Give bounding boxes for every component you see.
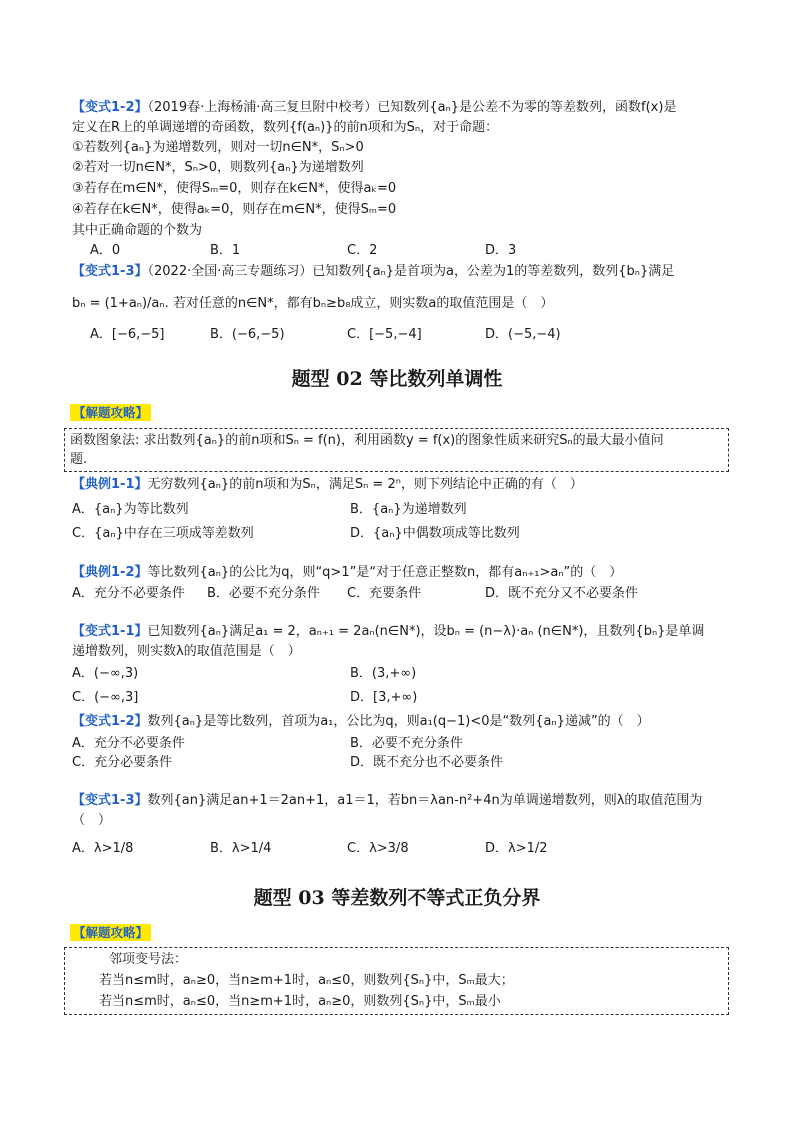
section-02-badge: 【解题攻略】 [70, 404, 151, 421]
section-02-title: 题型 02 等比数列单调性 [291, 368, 503, 390]
section-03-tip-box [64, 947, 729, 1015]
v13-top-line1 [72, 262, 674, 281]
v12-top-question: 其中正确命题的个数为 [72, 223, 203, 238]
v11-line1 [72, 622, 704, 641]
v13-top-text1: （2022·全国·高三专题练习）已知数列{aₙ}是首项为a，公差为1的等差数列，数列{bₙ}满足 [147, 264, 675, 279]
d11-tag: 【典例1-1】 [72, 477, 148, 492]
d11-option-b: B．{aₙ}为递增数列 [350, 502, 467, 517]
v13-s02-option-d: D．λ>1/2 [485, 841, 548, 856]
d12-option-d: D．既不充分又不必要条件 [485, 586, 639, 601]
v12-s02-line [72, 712, 650, 731]
section-03-tip-line3: 若当n≤m时，aₙ≤0，当n≥m+1时，aₙ≥0，则数列{Sₙ}中，Sₘ最小 [99, 994, 501, 1009]
d11-option-d: D．{aₙ}中偶数项成等比数列 [350, 526, 520, 541]
v12-s02-text: 数列{aₙ}是等比数列，首项为a₁，公比为q，则a₁(q−1)<0是“数列{aₙ}递减”的（ ） [147, 714, 650, 729]
d12-option-c: C．充要条件 [347, 586, 422, 601]
v12-s02-option-a: A．充分不必要条件 [72, 736, 185, 751]
v13-s02-option-a: A．λ>1/8 [72, 841, 134, 856]
d12-line [72, 563, 622, 582]
v13-top-line2: bₙ = (1+aₙ)/aₙ. 若对任意的n∈N*，都有bₙ≥b₈成立，则实数a的取值范围是（ ） [72, 296, 554, 311]
d11-line [72, 475, 583, 494]
section-02-tip-box [64, 428, 729, 472]
v12-s02-option-c: C．充分必要条件 [72, 755, 173, 770]
section-02-tip-line1: 函数图象法: 求出数列{aₙ}的前n项和Sₙ = f(n)，利用函数y = f(x)的图象性质来研究Sₙ的最大最小值问 [70, 433, 664, 448]
v12-top-option-d: D．3 [485, 243, 517, 258]
d11-option-a: A．{aₙ}为等比数列 [72, 502, 189, 517]
v13-s02-text1: 数列{an}满足an+1＝2an+1，a1＝1，若bn＝λan-n²+4n为单调递增数列，则λ的取值范围为 [147, 793, 703, 808]
v13-top-option-b: B．(−6,−5) [210, 327, 285, 342]
d12-text: 等比数列{aₙ}的公比为q，则“q>1”是“对于任意正整数n，都有aₙ₊₁>aₙ”的（ ） [147, 565, 623, 580]
v13-s02-line1 [72, 791, 702, 810]
v11-text1: 已知数列{aₙ}满足a₁ = 2，aₙ₊₁ = 2aₙ(n∈N*)，设bₙ = (n−λ)·aₙ (n∈N*)，且数列{bₙ}是单调 [147, 624, 705, 639]
v11-option-c: C．(−∞,3] [72, 690, 139, 705]
v12-s02-tag: 【变式1-2】 [72, 714, 148, 729]
v11-option-a: A．(−∞,3) [72, 666, 139, 681]
d11-option-c: C．{aₙ}中存在三项成等差数列 [72, 526, 254, 541]
v12-top-text1: （2019春·上海杨浦·高三复旦附中校考）已知数列{aₙ}是公差不为零的等差数列，函数f(x)是 [147, 100, 677, 115]
v11-tag: 【变式1-1】 [72, 624, 148, 639]
v12-top-line2: 定义在R上的单调递增的奇函数，数列{f(aₙ)}的前n项和为Sₙ，对于命题： [72, 120, 499, 135]
v11-option-d: D．[3,+∞) [350, 690, 418, 705]
v12-top-option-b: B．1 [210, 243, 241, 258]
d11-text: 无穷数列{aₙ}的前n项和为Sₙ，满足Sₙ = 2ⁿ，则下列结论中正确的有（ ） [147, 477, 583, 492]
section-02-tip-line2: 题. [70, 452, 88, 467]
v12-s02-option-b: B．必要不充分条件 [350, 736, 463, 751]
v12-top-option-a: A．0 [90, 243, 121, 258]
v13-s02-line2: （ ） [72, 813, 112, 828]
section-03-tip-line1: 邻项变号法： [109, 952, 188, 967]
d12-tag: 【典例1-2】 [72, 565, 148, 580]
v11-line2: 递增数列，则实数λ的取值范围是（ ） [72, 644, 301, 659]
v13-top-option-a: A．[−6,−5] [90, 327, 165, 342]
v13-s02-option-b: B．λ>1/4 [210, 841, 272, 856]
v12-top-line1 [72, 98, 676, 117]
v13-top-tag: 【变式1-3】 [72, 264, 148, 279]
v12-top-tag: 【变式1-2】 [72, 100, 148, 115]
v12-top-prop2: ②若对一切n∈N*，Sₙ>0，则数列{aₙ}为递增数列 [72, 160, 364, 175]
v13-top-option-c: C．[−5,−4] [347, 327, 422, 342]
v11-option-b: B．(3,+∞) [350, 666, 417, 681]
v13-top-option-d: D．(−5,−4) [485, 327, 561, 342]
v12-s02-option-d: D．既不充分也不必要条件 [350, 755, 504, 770]
section-03-tip-line2: 若当n≤m时，aₙ≥0，当n≥m+1时，aₙ≤0，则数列{Sₙ}中，Sₘ最大； [99, 973, 514, 988]
v12-top-prop3: ③若存在m∈N*，使得Sₘ=0，则存在k∈N*，使得aₖ=0 [72, 181, 397, 196]
v12-top-prop1: ①若数列{aₙ}为递增数列，则对一切n∈N*，Sₙ>0 [72, 140, 364, 155]
section-03-title: 题型 03 等差数列不等式正负分界 [253, 887, 541, 909]
section-03-badge: 【解题攻略】 [70, 924, 151, 941]
d12-option-b: B．必要不充分条件 [207, 586, 320, 601]
v13-s02-option-c: C．λ>3/8 [347, 841, 409, 856]
v12-top-option-c: C．2 [347, 243, 378, 258]
d12-option-a: A．充分不必要条件 [72, 586, 185, 601]
v12-top-prop4: ④若存在k∈N*，使得aₖ=0，则存在m∈N*，使得Sₘ=0 [72, 202, 397, 217]
v13-s02-tag: 【变式1-3】 [72, 793, 148, 808]
